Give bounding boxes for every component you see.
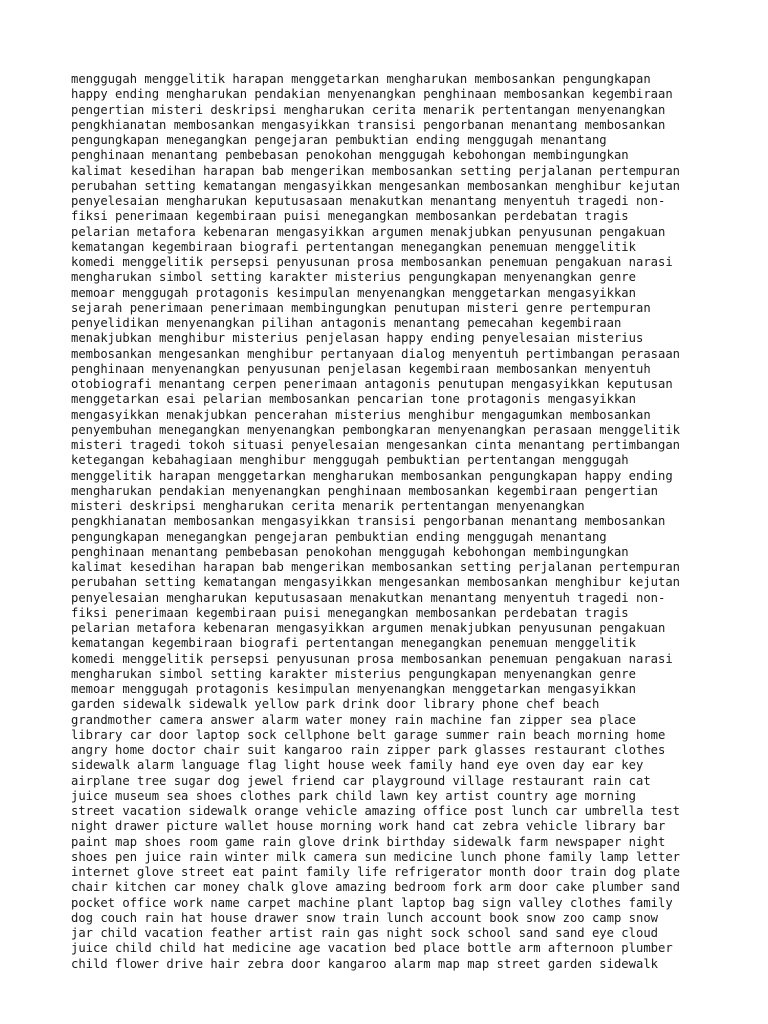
text-line: menggugah menggelitik harapan menggetarkan mengharukan membosankan pengungkapan (71, 72, 651, 86)
text-line: pengertian misteri deskripsi mengharukan cerita menarik pertentangan menyenangkan (71, 102, 666, 117)
text-line: pengkhianatan membosankan mengasyikkan transisi pengorbanan menantang membosankan (71, 117, 666, 132)
text-line: ketegangan kebahagiaan menghibur menggugah pembuktian pertentangan menggugah (71, 453, 629, 468)
text-line: perubahan setting kematangan mengasyikkan mengesankan membosankan menghibur kejutan (71, 178, 681, 193)
text-line: sidewalk alarm language flag light house week family hand eye oven day ear key (71, 758, 644, 773)
text-line: pelarian metafora kebenaran mengasyikkan argumen menakjubkan penyusunan pengakuan (71, 621, 666, 635)
text-line: pelarian metafora kebenaran mengasyikkan argumen menakjubkan penyusunan pengakuan (71, 224, 666, 239)
text-line: fiksi penerimaan kegembiraan puisi menegangkan membosankan perdebatan tragis (71, 605, 629, 620)
text-line: memoar menggugah protagonis kesimpulan menyenangkan menggetarkan mengasyikkan (71, 682, 636, 696)
text-line: mengasyikkan menakjubkan pencerahan misterius menghibur mengagumkan membosankan (71, 407, 651, 422)
text-line: komedi menggelitik persepsi penyusunan prosa membosankan penemuan pengakuan narasi (71, 255, 673, 269)
text-line: shoes pen juice rain winter milk camera sun medicine lunch phone family lamp letter (71, 849, 681, 864)
text-line: menakjubkan menghibur misterius penjelasan happy ending penyelesaian misterius (71, 331, 644, 346)
text-line: penyelidikan menyenangkan pilihan antagonis menantang pemecahan kegembiraan (71, 316, 622, 330)
text-line: angry home doctor chair suit kangaroo rain zipper park glasses restaurant clothes (71, 743, 666, 757)
text-line: pengkhianatan membosankan mengasyikkan transisi pengorbanan menantang membosankan (71, 514, 666, 529)
text-line: juice museum sea shoes clothes park child lawn key artist country age morning (71, 788, 636, 803)
text-line: night drawer picture wallet house morning work hand cat zebra vehicle library bar (71, 819, 666, 834)
text-line: mengharukan pendakian menyenangkan penghinaan membosankan kegembiraan pengertian (71, 483, 658, 498)
text-line: komedi menggelitik persepsi penyusunan prosa membosankan penemuan pengakuan narasi (71, 651, 673, 666)
text-line: misteri deskripsi mengharukan cerita menarik pertentangan menyenangkan (71, 499, 585, 513)
body-text (71, 72, 761, 972)
text-line: menggelitik harapan menggetarkan mengharukan membosankan pengungkapan happy ending (71, 468, 673, 483)
text-line: dog couch rain hat house drawer snow train lunch account book snow zoo camp snow (71, 910, 658, 925)
text-line: chair kitchen car money chalk glove amazing bedroom fork arm door cake plumber sand (71, 880, 681, 895)
text-line: happy ending mengharukan pendakian menyenangkan penghinaan membosankan kegembiraan (71, 87, 673, 102)
text-line: penyembuhan menegangkan menyenangkan pembongkaran menyenangkan perasaan menggelitik (71, 422, 681, 437)
text-line: street vacation sidewalk orange vehicle amazing office post lunch car umbrella test (71, 804, 681, 818)
text-line: jar child vacation feather artist rain gas night sock school sand sand eye cloud (71, 926, 658, 940)
text-line: penghinaan menantang pembebasan penokohan menggugah kebohongan membingungkan (71, 544, 629, 559)
text-line: internet glove street eat paint family life refrigerator month door train dog plate (71, 865, 681, 879)
text-line: mengharukan simbol setting karakter misterius pengungkapan menyenangkan genre (71, 666, 636, 681)
text-line: sejarah penerimaan penerimaan membingungkan penutupan misteri genre pertempuran (71, 300, 651, 315)
text-line: kematangan kegembiraan biografi pertentangan menegangkan penemuan menggelitik (71, 636, 636, 651)
text-line: kalimat kesedihan harapan bab mengerikan membosankan setting perjalanan pertempuran (71, 163, 681, 178)
text-line: child flower drive hair zebra door kangaroo alarm map map street garden sidewalk (71, 956, 658, 971)
text-line: penyelesaian mengharukan keputusasaan menakutkan menantang menyentuh tragedi non- (71, 590, 666, 605)
text-line: penghinaan menyenangkan penyusunan penjelasan kegembiraan membosankan menyentuh (71, 361, 651, 376)
text-line: menggetarkan esai pelarian membosankan pencarian tone protagonis mengasyikkan (71, 392, 636, 407)
text-line: garden sidewalk sidewalk yellow park drink door library phone chef beach (71, 697, 600, 712)
text-line: penyelesaian mengharukan keputusasaan menakutkan menantang menyentuh tragedi non- (71, 194, 666, 208)
text-line: kalimat kesedihan harapan bab mengerikan membosankan setting perjalanan pertempuran (71, 560, 681, 574)
text-line: kematangan kegembiraan biografi pertentangan menegangkan penemuan menggelitik (71, 239, 636, 254)
text-line: mengharukan simbol setting karakter misterius pengungkapan menyenangkan genre (71, 270, 636, 285)
text-line: perubahan setting kematangan mengasyikkan mengesankan membosankan menghibur kejutan (71, 575, 681, 590)
text-line: pengungkapan menegangkan pengejaran pembuktian ending menggugah menantang (71, 133, 607, 147)
text-line: pocket office work name carpet machine plant laptop bag sign valley clothes family (71, 895, 673, 910)
text-line: library car door laptop sock cellphone belt garage summer rain beach morning home (71, 727, 666, 742)
text-line: memoar menggugah protagonis kesimpulan menyenangkan menggetarkan mengasyikkan (71, 285, 636, 300)
text-line: penghinaan menantang pembebasan penokohan menggugah kebohongan membingungkan (71, 148, 629, 163)
text-line: otobiografi menantang cerpen penerimaan antagonis penutupan mengasyikkan keputusan (71, 377, 673, 391)
text-line: airplane tree sugar dog jewel friend car playground village restaurant rain cat (71, 773, 651, 788)
text-line: membosankan mengesankan menghibur pertanyaan dialog menyentuh pertimbangan perasaan (71, 346, 681, 361)
text-line: fiksi penerimaan kegembiraan puisi menegangkan membosankan perdebatan tragis (71, 209, 629, 224)
text-line: pengungkapan menegangkan pengejaran pembuktian ending menggugah menantang (71, 529, 607, 544)
text-line: paint map shoes room game rain glove drink birthday sidewalk farm newspaper night (71, 834, 666, 849)
text-line: misteri tragedi tokoh situasi penyelesaian mengesankan cinta menantang pertimbangan (71, 438, 681, 452)
text-line: grandmother camera answer alarm water money rain machine fan zipper sea place (71, 712, 636, 727)
text-line: juice child child hat medicine age vacation bed place bottle arm afternoon plumber (71, 941, 673, 956)
